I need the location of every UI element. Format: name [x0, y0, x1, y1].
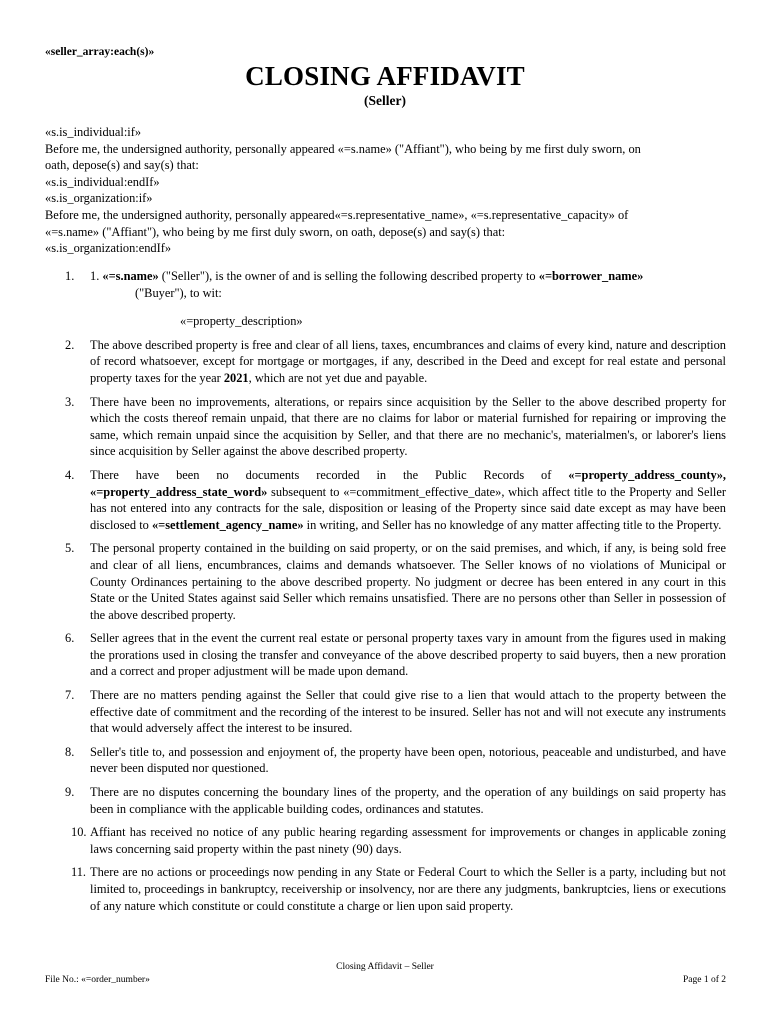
list-item — [45, 268, 726, 330]
item-5-text: The personal property contained in the building on said property, or on the said premises, and which, if any, is being sold free and clear of all liens, encumbrances, claims and demands whatsoever. The Seller knows of no violations of Municipal or County Ordinances pertaining to the above described property. No judgment or decree has been entered in any court in this State or the United States against said Seller which remains unsatisfied. There are no persons other than Seller in possession of the above described property. — [90, 541, 726, 622]
item-8-text: Seller's title to, and possession and enjoyment of, the property have been open, notorious, peaceable and undisturbed, and have never been disputed nor questioned. — [90, 744, 726, 776]
affidavit-items-list — [45, 268, 726, 921]
item-1-line — [90, 268, 726, 285]
list-item — [45, 784, 726, 817]
item-number: 7. — [65, 688, 75, 703]
item-number: 5. — [65, 541, 75, 556]
item-3-text: There have been no improvements, alterations, or repairs since acquisition by the Seller to the above described property for which the costs thereof remain unpaid, that there are no claims for labor or material furnished for repairing or improving the same, which remain unpaid since the acquisition by Seller, and that there are no mechanic's, materialmen's, or laborer's liens since acquisition by Seller against the above described property. — [90, 394, 726, 459]
organization-endif-tag: «s.is_organization:endIf» — [45, 241, 172, 256]
item-1-prefix: 1. — [90, 269, 100, 283]
organization-intro-line-2: «=s.name» ("Affiant"), who being by me first duly sworn, on oath, depose(s) and say(s) that: — [45, 224, 506, 239]
item-number: 3. — [65, 394, 75, 409]
settlement-agency-field: «=settlement_agency_name» — [151, 517, 304, 532]
footer-file-number: File No.: «=order_number» — [45, 975, 150, 985]
property-state-field: «=property_address_state_word» — [90, 484, 268, 499]
item-number: 11. — [71, 865, 87, 880]
property-description-field: «=property_description» — [180, 314, 303, 329]
list-item — [45, 864, 726, 914]
list-item — [45, 540, 726, 623]
document-title: CLOSING AFFIDAVIT — [245, 61, 525, 91]
item-1-text: ("Seller"), is the owner of and is selling the following described property to — [161, 269, 536, 283]
list-item — [45, 630, 726, 680]
individual-intro-line-2: oath, depose(s) and say(s) that: — [45, 158, 199, 173]
item-number: 8. — [65, 744, 75, 759]
footer-document-name: Closing Affidavit – Seller — [336, 962, 434, 972]
item-4-text-c: in writing, and Seller has no knowledge of any matter affecting title to the Property. — [306, 517, 722, 532]
item-10-text: Affiant has received no notice of any public hearing regarding assessment for improvements or changes in applicable zoning laws concerning said property within the past ninety (90) days. — [90, 825, 726, 856]
item-number: 10. — [71, 825, 87, 840]
list-item — [45, 824, 726, 857]
item-number: 1. — [65, 269, 75, 283]
document-subtitle: (Seller) — [364, 93, 406, 108]
item-number: 9. — [65, 785, 75, 800]
item-2-end: , which are not yet due and payable. — [248, 370, 428, 385]
list-item — [45, 337, 726, 387]
item-11-text: There are no actions or proceedings now pending in any State or Federal Court to which the Seller is a party, including but not limited to, proceedings in bankruptcy, receivership or insolvency, nor are there any judgments, bankruptcies, liens or executions of any nature which constitute or could constitute a charge or lien upon said property. — [90, 865, 726, 913]
item-2-text: The above described property is free and clear of all liens, taxes, encumbrances and claims of every kind, nature and description of record whatsoever, except for mortgage or mortgages, if any, described in the Deed and except for real estate and personal property taxes for the year — [90, 337, 726, 385]
item-4-text-b: subsequent to «=commitment_effective_date», which affect title to the Property and Seller has not entered into any contracts for the sale, disposition or leasing of the Property since said date except as may have been disclosed to — [90, 484, 726, 532]
item-4-text-a: There have been no documents recorded in the Public Records of — [90, 467, 552, 482]
intro-section — [45, 124, 735, 257]
seller-name-field: «=s.name» — [102, 269, 159, 283]
list-item — [45, 467, 726, 533]
individual-if-tag: «s.is_individual:if» — [45, 125, 142, 139]
list-item — [45, 744, 726, 777]
seller-loop-tag: «seller_array:each(s)» — [45, 46, 155, 58]
item-1-buyer-line: ("Buyer"), to wit: — [135, 285, 222, 300]
item-9-text: There are no disputes concerning the boundary lines of the property, and the operation of any buildings on said property has been in compliance with the applicable building codes, ordinances and statutes. — [90, 785, 726, 816]
tax-year: 2021 — [223, 370, 249, 385]
individual-endif-tag: «s.is_individual:endIf» — [45, 174, 160, 189]
list-item — [45, 394, 726, 460]
organization-if-tag: «s.is_organization:if» — [45, 191, 153, 206]
borrower-name-field: «=borrower_name» — [538, 269, 644, 283]
item-number: 6. — [65, 631, 75, 646]
organization-intro-line-1: Before me, the undersigned authority, personally appeared«=s.representative_name», «=s.representative_capacity» of — [45, 207, 629, 222]
item-6-text: Seller agrees that in the event the current real estate or personal property taxes vary in amount from the figures used in making the prorations used in closing the transfer and conveyance of the above described property to said buyers, then a new proration and a correct and proper adjustment will be made upon demand. — [90, 631, 726, 679]
footer-page-number: Page 1 of 2 — [682, 975, 726, 985]
item-number: 4. — [65, 467, 75, 482]
list-item — [45, 687, 726, 737]
item-7-text: There are no matters pending against the Seller that could give rise to a lien that would attach to the property between the effective date of commitment and the recording of the interest to be insured. Seller has not and will not execute any instruments that would adversely affect the interest to be insured. — [90, 688, 726, 736]
item-number: 2. — [65, 337, 75, 352]
property-county-field: «=property_address_county», — [568, 467, 727, 482]
individual-intro-line-1: Before me, the undersigned authority, personally appeared «=s.name» ("Affiant"), who being by me first duly sworn, on — [45, 141, 641, 156]
